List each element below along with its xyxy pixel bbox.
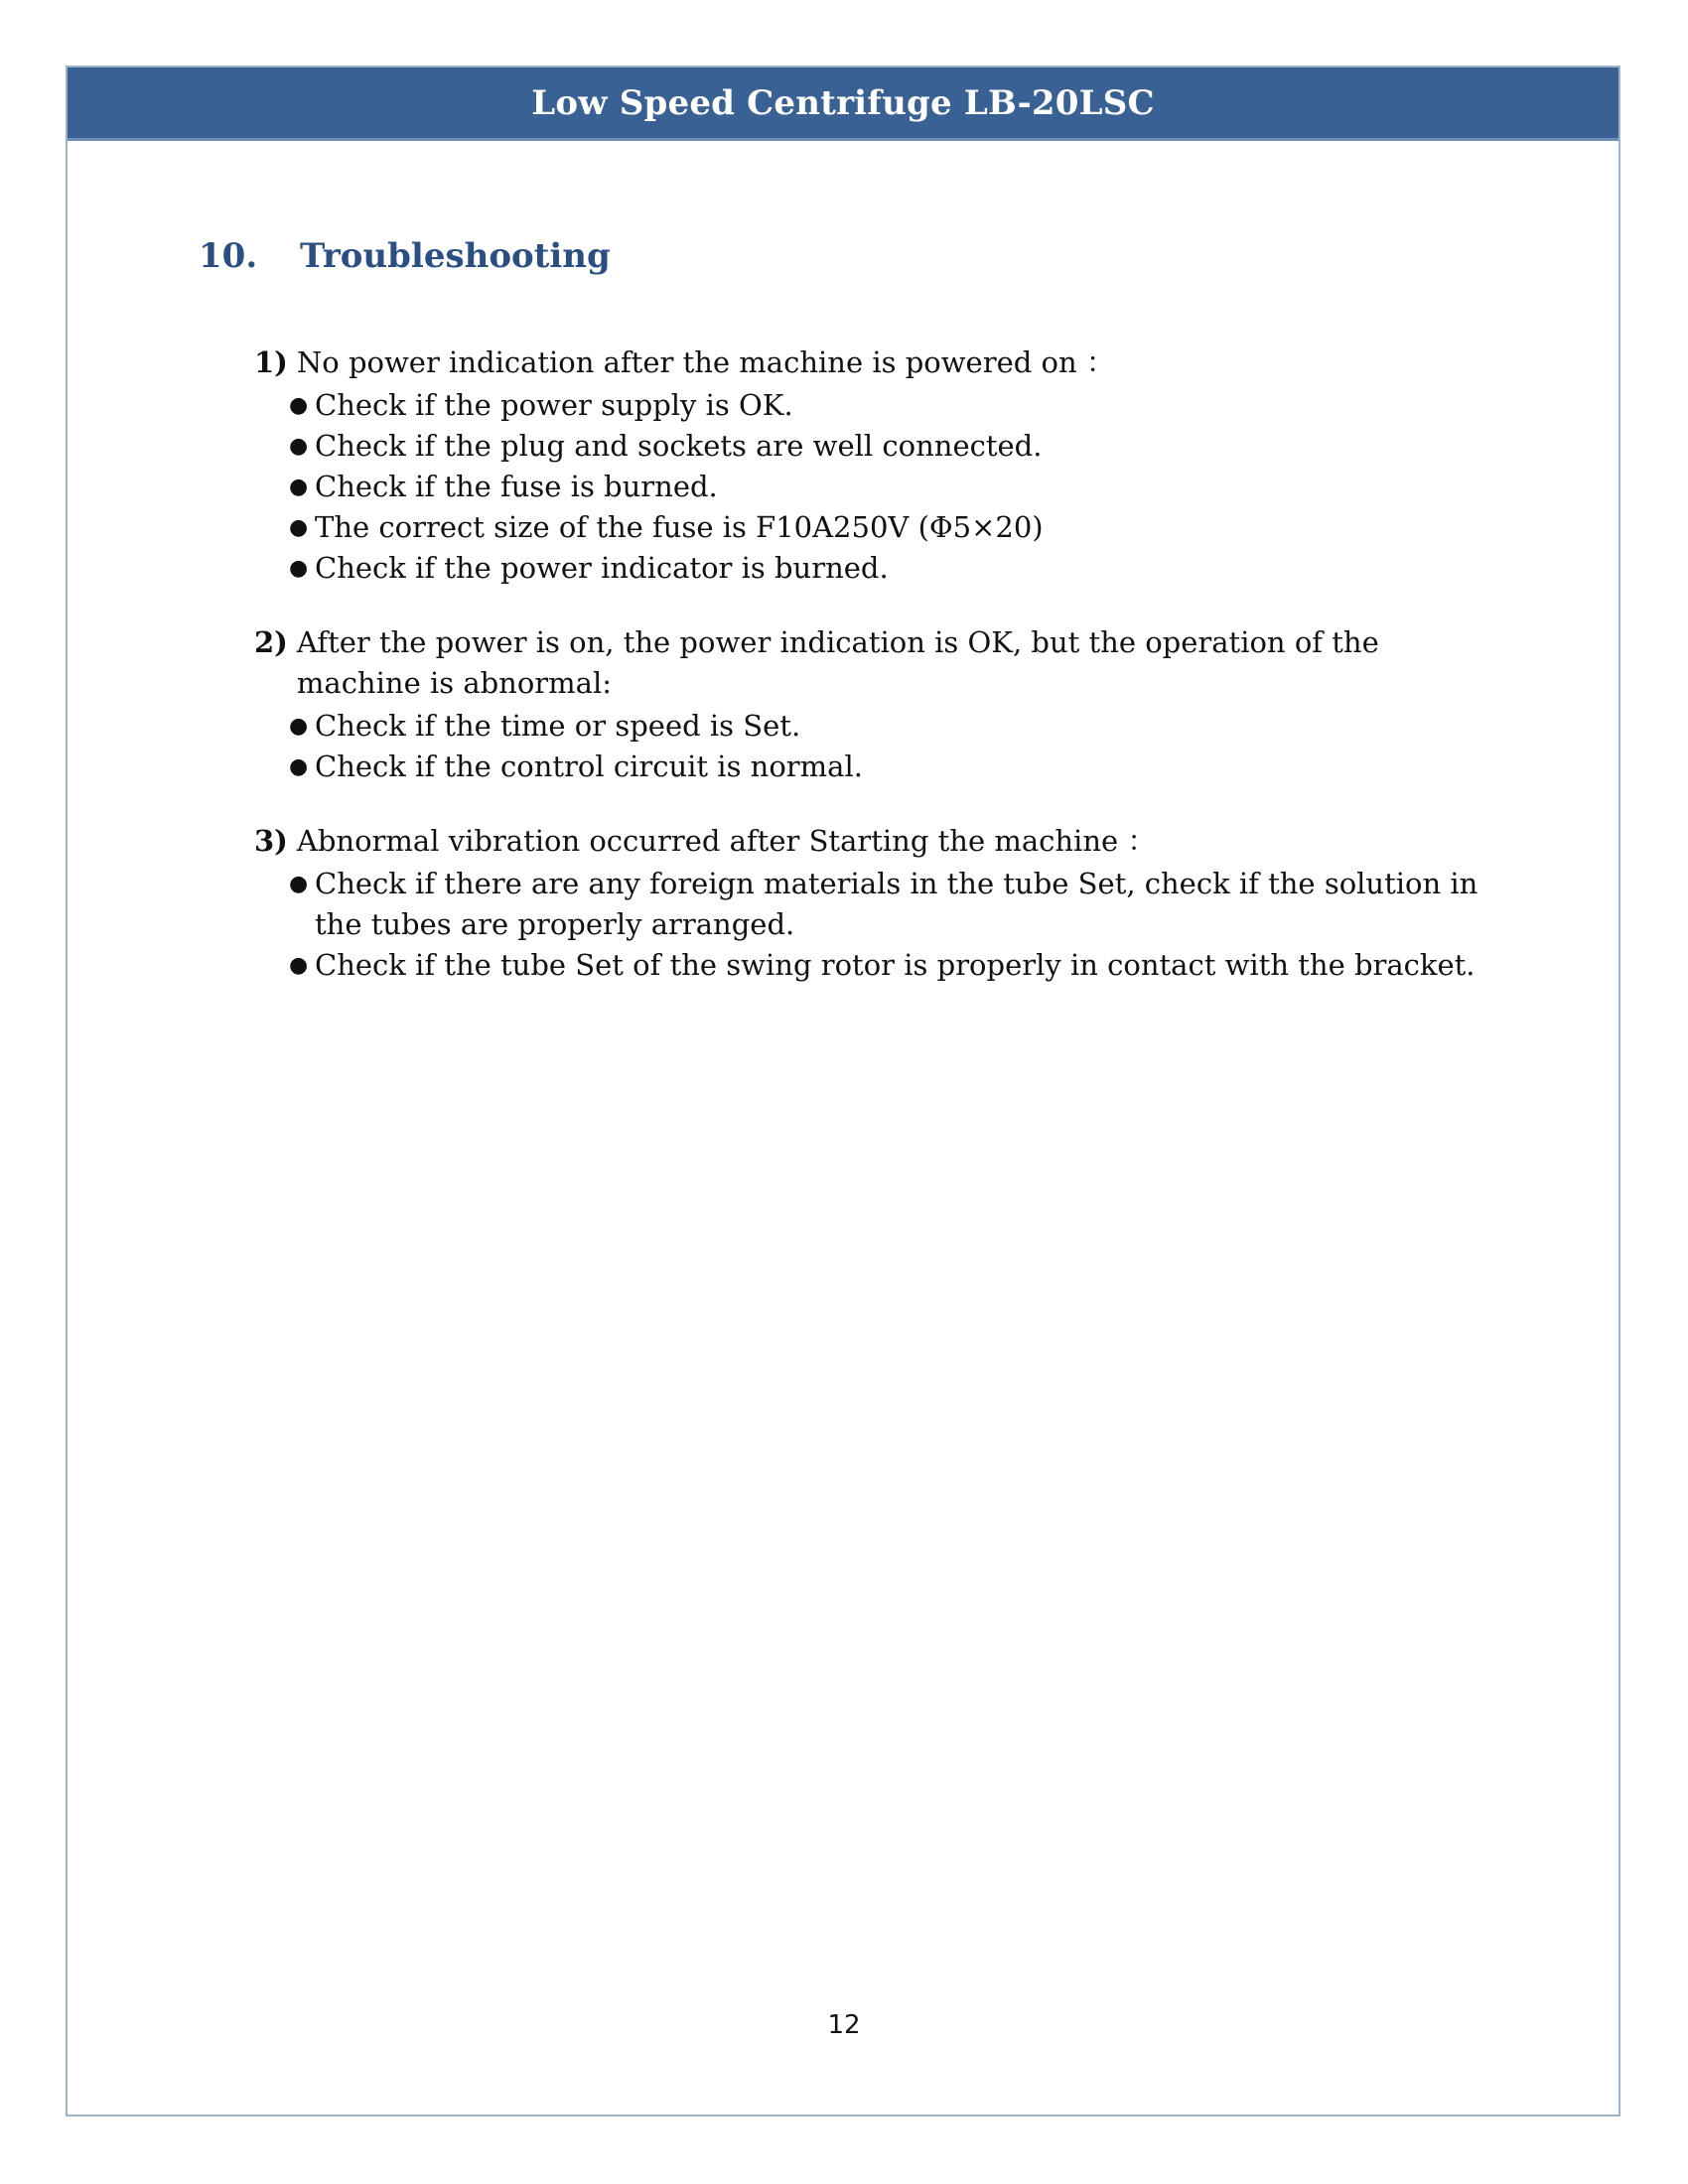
header-title: Low Speed Centrifuge LB-20LSC [531, 82, 1155, 123]
item-number: 3) [254, 824, 288, 858]
list-item [254, 507, 1485, 548]
list-item [254, 864, 1485, 945]
item-text: No power indication after the machine is powered on ： [296, 345, 1115, 379]
list-item [254, 706, 1485, 747]
item-text: After the power is on, the power indication is OK, but the operation of the machine is abnormal: [296, 625, 1379, 700]
bullet-text: Check if the power indicator is burned. [315, 551, 889, 585]
bullet-icon: ● [289, 754, 309, 779]
bullet-text: Check if the plug and sockets are well connected. [315, 429, 1043, 463]
bullet-text: Check if the fuse is burned. [315, 470, 718, 503]
list-item [254, 385, 1485, 426]
bullet-icon: ● [289, 515, 309, 540]
troubleshooting-item-2 [254, 622, 1485, 787]
item-number: 1) [254, 345, 288, 379]
item-number: 2) [254, 625, 288, 659]
troubleshooting-item-3 [254, 821, 1485, 986]
list-item [254, 548, 1485, 589]
bullet-list [254, 706, 1485, 787]
page-number: 12 [827, 2010, 861, 2040]
item-title [254, 821, 1485, 862]
bullet-icon: ● [289, 434, 309, 459]
bullet-text: Check if the power supply is OK. [315, 388, 793, 422]
item-title [254, 342, 1485, 383]
troubleshooting-list [254, 342, 1485, 1020]
bullet-text: Check if there are any foreign materials in the tube Set, check if the solution in the tubes are properly arranged. [315, 867, 1478, 941]
bullet-icon: ● [289, 953, 309, 978]
troubleshooting-item-1 [254, 342, 1485, 589]
bullet-text: The correct size of the fuse is F10A250V (Φ5×20) [315, 510, 1044, 544]
section-heading [199, 236, 611, 276]
bullet-icon: ● [289, 475, 309, 499]
list-item [254, 747, 1485, 787]
bullet-text: Check if the time or speed is Set. [315, 709, 801, 743]
bullet-icon: ● [289, 556, 309, 581]
section-number: 10. [199, 236, 258, 276]
bullet-icon: ● [289, 393, 309, 418]
list-item [254, 426, 1485, 467]
bullet-icon: ● [289, 714, 309, 739]
item-text: Abnormal vibration occurred after Starting the machine ： [296, 824, 1157, 858]
section-title: Troubleshooting [300, 236, 611, 276]
list-item [254, 467, 1485, 507]
list-item [254, 945, 1485, 986]
item-title [254, 622, 1485, 704]
header-bar [68, 68, 1618, 141]
bullet-list [254, 864, 1485, 986]
bullet-text: Check if the tube Set of the swing rotor is properly in contact with the bracket. [315, 948, 1476, 982]
bullet-icon: ● [289, 872, 309, 896]
bullet-text: Check if the control circuit is normal. [315, 750, 863, 783]
bullet-list [254, 385, 1485, 589]
